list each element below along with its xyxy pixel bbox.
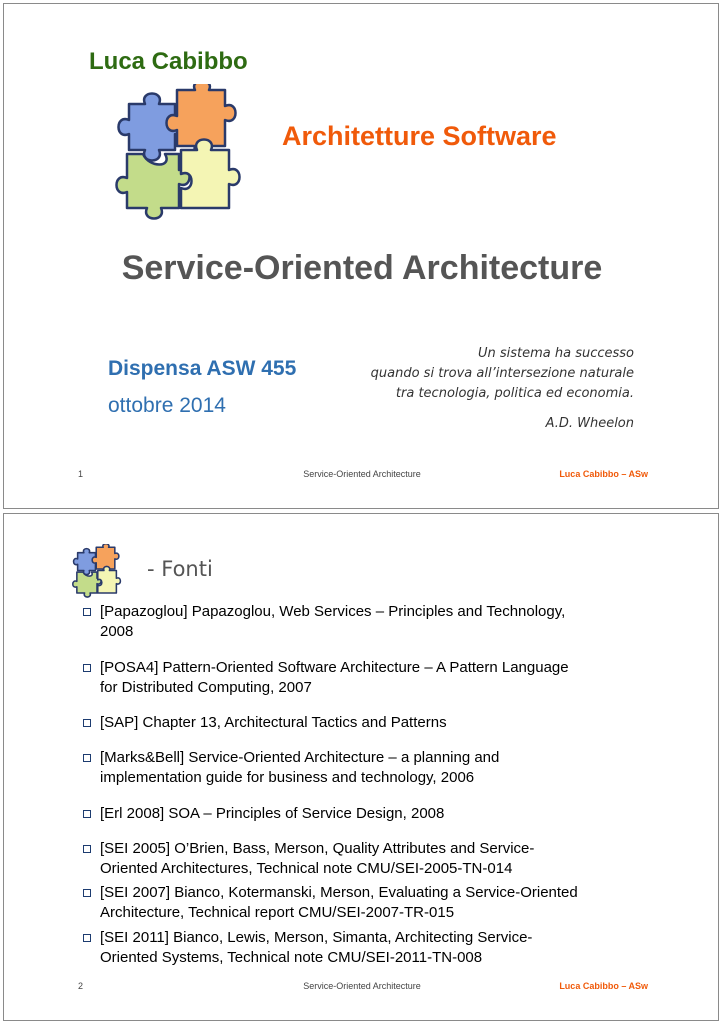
ref-line: [SEI 2005] O’Brien, Bass, Merson, Quality Attributes and Service- [100, 840, 535, 857]
page-number: 2 [78, 981, 84, 991]
quote-line: tra tecnologia, politica ed economia. [395, 386, 634, 401]
list-item [82, 713, 660, 733]
footer-title: Service-Oriented Architecture [303, 981, 421, 991]
list-item [82, 928, 660, 968]
list-item [82, 839, 660, 879]
list-item [82, 748, 660, 788]
ref-line: Oriented Architectures, Technical note CMU/SEI-2005-TN-014 [100, 860, 513, 877]
ref-line: [SEI 2007] Bianco, Kotermanski, Merson, Evaluating a Service-Oriented [100, 884, 578, 901]
ref-line: Oriented Systems, Technical note CMU/SEI-2011-TN-008 [100, 949, 483, 966]
footer-brand: Luca Cabibbo – ASw [559, 981, 648, 991]
ref-line: for Distributed Computing, 2007 [100, 679, 312, 696]
ref-line: implementation guide for business and technology, 2006 [100, 769, 475, 786]
ref-line: [Papazoglou] Papazoglou, Web Services – Principles and Technology, [100, 603, 566, 620]
ref-line: [SEI 2011] Bianco, Lewis, Merson, Simanta, Architecting Service- [100, 929, 533, 946]
puzzle-piece-yellow [98, 566, 121, 593]
ref-line: [SAP] Chapter 13, Architectural Tactics and Patterns [100, 714, 447, 731]
quote-line: Un sistema ha successo [477, 346, 634, 361]
puzzle-piece-green [117, 154, 190, 219]
list-item [82, 883, 660, 923]
dispensa-label: Dispensa ASW 455 [108, 357, 297, 380]
author-name: Luca Cabibbo [89, 48, 248, 75]
date-label: ottobre 2014 [108, 394, 226, 417]
list-item [82, 804, 660, 824]
footer-title: Service-Oriented Architecture [303, 469, 421, 479]
bullet-icon [83, 754, 91, 762]
footer-brand: Luca Cabibbo – ASw [559, 469, 648, 479]
bullet-icon [83, 934, 91, 942]
list-item [82, 658, 660, 698]
ref-line: [POSA4] Pattern-Oriented Software Architecture – A Pattern Language [100, 659, 569, 676]
puzzle-logo-icon [99, 84, 259, 234]
bullet-icon [83, 719, 91, 727]
list-item [82, 602, 660, 642]
course-title: Architetture Software [282, 121, 557, 151]
bullet-icon [83, 810, 91, 818]
slide-title: Service-Oriented Architecture [121, 249, 603, 287]
ref-line: [Erl 2008] SOA – Principles of Service Design, 2008 [100, 805, 445, 822]
slide-2 [3, 513, 719, 1021]
puzzle-logo-icon [66, 544, 128, 604]
slide-1 [3, 3, 719, 509]
quote-author: A.D. Wheelon [545, 416, 634, 431]
ref-line: Architecture, Technical report CMU/SEI-2007-TR-015 [100, 904, 455, 921]
ref-line: 2008 [100, 623, 134, 640]
bullet-icon [83, 889, 91, 897]
bullet-icon [83, 845, 91, 853]
section-heading: - Fonti [147, 557, 213, 581]
bullet-icon [83, 608, 91, 616]
ref-line: [Marks&Bell] Service-Oriented Architecture – a planning and [100, 749, 500, 766]
bullet-icon [83, 664, 91, 672]
page-number: 1 [78, 469, 84, 479]
quote-line: quando si trova all’intersezione naturale [370, 366, 634, 381]
puzzle-piece-yellow [181, 140, 240, 209]
puzzle-piece-green [73, 572, 101, 597]
quote [314, 344, 634, 404]
